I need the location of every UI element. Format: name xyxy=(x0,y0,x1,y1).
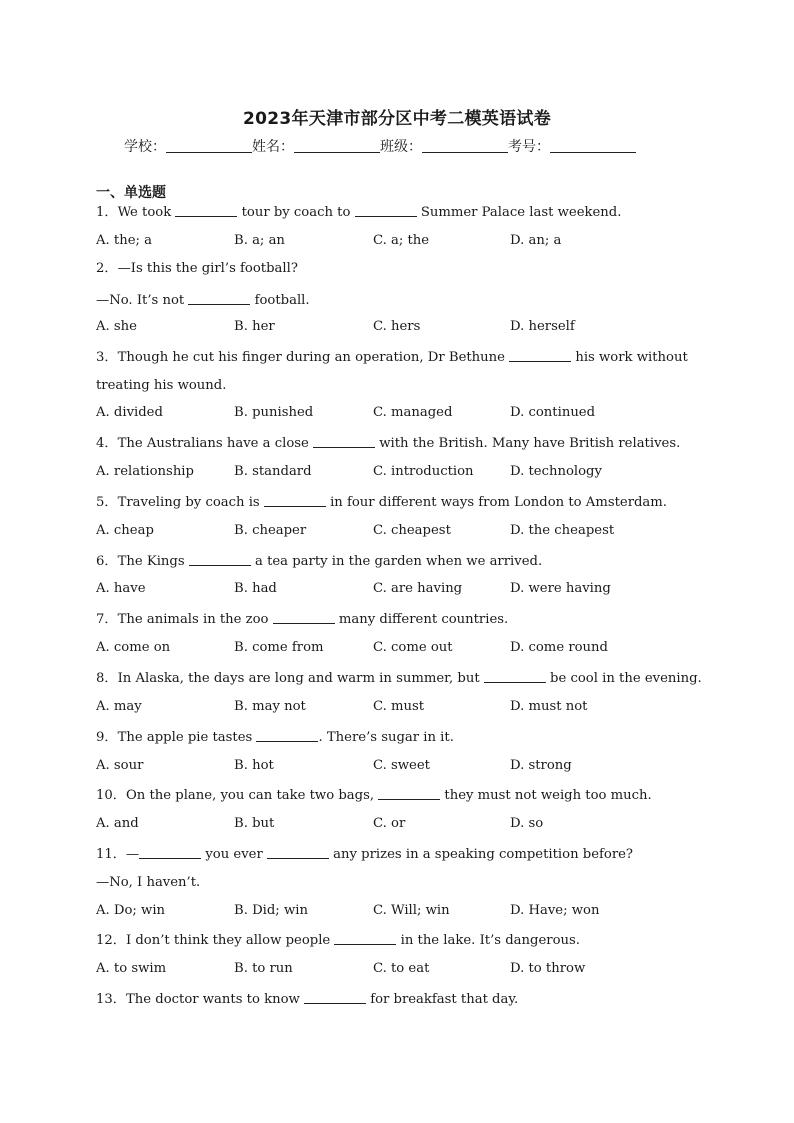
answer-option[interactable]: B. to run xyxy=(234,961,293,976)
answer-option[interactable]: D. Have; won xyxy=(510,903,600,918)
question-text: —No. It’s not xyxy=(96,293,189,308)
question-text: they must not weigh too much. xyxy=(440,788,652,803)
answer-blank[interactable] xyxy=(378,786,440,800)
answer-blank[interactable] xyxy=(304,990,366,1004)
class-blank[interactable] xyxy=(422,137,508,153)
question-text: —No, I haven’t. xyxy=(96,875,201,890)
answer-blank[interactable] xyxy=(273,610,335,624)
question-stem xyxy=(96,203,621,221)
answer-blank[interactable] xyxy=(188,291,250,305)
answer-option[interactable]: A. may xyxy=(96,699,142,714)
answer-blank[interactable] xyxy=(313,434,375,448)
answer-option[interactable]: D. herself xyxy=(510,319,575,334)
question-stem xyxy=(96,845,633,863)
question-stem xyxy=(96,931,580,949)
question-text: a tea party in the garden when we arrived. xyxy=(250,554,543,569)
exam-number-label: 考号： xyxy=(508,139,550,155)
question-stem xyxy=(96,552,542,570)
school-label: 学校： xyxy=(124,139,166,155)
question-stem xyxy=(96,990,518,1008)
answer-option[interactable]: D. must not xyxy=(510,699,588,714)
question-stem xyxy=(96,728,454,746)
answer-option[interactable]: C. must xyxy=(373,699,425,714)
answer-option[interactable]: D. technology xyxy=(510,464,602,479)
answer-blank[interactable] xyxy=(334,931,396,945)
answer-option[interactable]: A. she xyxy=(96,319,137,334)
answer-option[interactable]: C. introduction xyxy=(373,464,474,479)
question-text: 11．— xyxy=(96,847,140,862)
answer-option[interactable]: B. her xyxy=(234,319,275,334)
question-text: in the lake. It’s dangerous. xyxy=(396,933,580,948)
answer-option[interactable]: C. a; the xyxy=(373,233,430,248)
school-blank[interactable] xyxy=(166,137,252,153)
student-info-row xyxy=(124,136,636,156)
answer-option[interactable]: B. had xyxy=(234,581,277,596)
answer-option[interactable]: A. divided xyxy=(96,405,163,420)
answer-option[interactable]: B. come from xyxy=(234,640,324,655)
answer-option[interactable]: D. the cheapest xyxy=(510,523,615,538)
answer-option[interactable]: D. to throw xyxy=(510,961,586,976)
class-label: 班级： xyxy=(380,139,422,155)
answer-blank[interactable] xyxy=(267,845,329,859)
question-text: be cool in the evening. xyxy=(545,671,702,686)
exam-title: 2023年天津市部分区中考二模英语试卷 xyxy=(242,109,551,129)
answer-blank[interactable] xyxy=(484,669,546,683)
question-stem xyxy=(96,348,688,366)
answer-option[interactable]: C. are having xyxy=(373,581,463,596)
question-stem-continued xyxy=(96,875,200,891)
answer-option[interactable]: B. punished xyxy=(234,405,314,420)
answer-option[interactable]: D. an; a xyxy=(510,233,562,248)
answer-option[interactable]: C. Will; win xyxy=(373,903,450,918)
answer-option[interactable]: B. a; an xyxy=(234,233,285,248)
answer-option[interactable]: A. to swim xyxy=(96,961,167,976)
answer-blank[interactable] xyxy=(189,552,251,566)
answer-blank[interactable] xyxy=(264,493,326,507)
question-stem xyxy=(96,610,508,628)
answer-option[interactable]: A. come on xyxy=(96,640,171,655)
answer-option[interactable]: C. come out xyxy=(373,640,453,655)
question-text: tour by coach to xyxy=(237,205,355,220)
answer-option[interactable]: C. hers xyxy=(373,319,421,334)
name-blank[interactable] xyxy=(294,137,380,153)
question-stem xyxy=(96,669,702,687)
question-text: any prizes in a speaking competition before? xyxy=(328,847,633,862)
question-text: his work without xyxy=(571,350,688,365)
question-stem xyxy=(96,261,298,277)
question-text: . There’s sugar in it. xyxy=(318,730,454,745)
question-text: 8．In Alaska, the days are long and warm in summer, but xyxy=(96,671,484,686)
answer-option[interactable]: D. were having xyxy=(510,581,611,596)
answer-blank[interactable] xyxy=(355,203,417,217)
question-text: treating his wound. xyxy=(96,378,227,393)
answer-option[interactable]: C. to eat xyxy=(373,961,430,976)
answer-option[interactable]: A. sour xyxy=(96,758,144,773)
question-text: in four different ways from London to Amsterdam. xyxy=(325,495,667,510)
answer-option[interactable]: D. so xyxy=(510,816,544,831)
answer-option[interactable]: B. but xyxy=(234,816,275,831)
question-text: 12．I don’t think they allow people xyxy=(96,933,335,948)
answer-option[interactable]: C. sweet xyxy=(373,758,430,773)
question-stem xyxy=(96,786,652,804)
section-heading: 一、单选题 xyxy=(96,185,166,201)
name-label: 姓名： xyxy=(252,139,294,155)
question-text: Summer Palace last weekend. xyxy=(416,205,622,220)
answer-option[interactable]: B. standard xyxy=(234,464,312,479)
answer-option[interactable]: A. relationship xyxy=(96,464,194,479)
answer-option[interactable]: A. the; a xyxy=(96,233,153,248)
answer-option[interactable]: C. or xyxy=(373,816,406,831)
question-text: 3．Though he cut his finger during an operation, Dr Bethune xyxy=(96,350,510,365)
question-text: you ever xyxy=(201,847,267,862)
question-stem-continued xyxy=(96,378,226,394)
answer-blank[interactable] xyxy=(256,728,318,742)
answer-option[interactable]: B. Did; win xyxy=(234,903,308,918)
question-text: 13．The doctor wants to know xyxy=(96,992,304,1007)
question-text: 9．The apple pie tastes xyxy=(96,730,257,745)
question-text: football. xyxy=(250,293,310,308)
question-stem xyxy=(96,493,667,511)
answer-option[interactable]: A. cheap xyxy=(96,523,154,538)
question-text: 4．The Australians have a close xyxy=(96,436,314,451)
answer-option[interactable]: B. cheaper xyxy=(234,523,307,538)
answer-option[interactable]: C. managed xyxy=(373,405,453,420)
question-text: 7．The animals in the zoo xyxy=(96,612,273,627)
question-text: 2．—Is this the girl’s football? xyxy=(96,261,298,276)
answer-option[interactable]: C. cheapest xyxy=(373,523,451,538)
answer-blank[interactable] xyxy=(139,845,201,859)
question-stem-continued xyxy=(96,291,310,309)
answer-option[interactable]: B. may not xyxy=(234,699,306,714)
question-text: 10．On the plane, you can take two bags, xyxy=(96,788,379,803)
answer-option[interactable]: B. hot xyxy=(234,758,274,773)
answer-option[interactable]: A. Do; win xyxy=(96,903,166,918)
question-text: 5．Traveling by coach is xyxy=(96,495,264,510)
exam-number-blank[interactable] xyxy=(550,137,636,153)
answer-option[interactable]: D. come round xyxy=(510,640,608,655)
question-text: for breakfast that day. xyxy=(366,992,519,1007)
answer-option[interactable]: A. and xyxy=(96,816,139,831)
question-text: with the British. Many have British relatives. xyxy=(375,436,681,451)
answer-option[interactable]: A. have xyxy=(96,581,146,596)
question-text: many different countries. xyxy=(334,612,509,627)
answer-option[interactable]: D. strong xyxy=(510,758,572,773)
answer-option[interactable]: D. continued xyxy=(510,405,596,420)
question-text: 6．The Kings xyxy=(96,554,189,569)
answer-blank[interactable] xyxy=(509,348,571,362)
question-text: 1．We took xyxy=(96,205,176,220)
answer-blank[interactable] xyxy=(175,203,237,217)
question-stem xyxy=(96,434,680,452)
